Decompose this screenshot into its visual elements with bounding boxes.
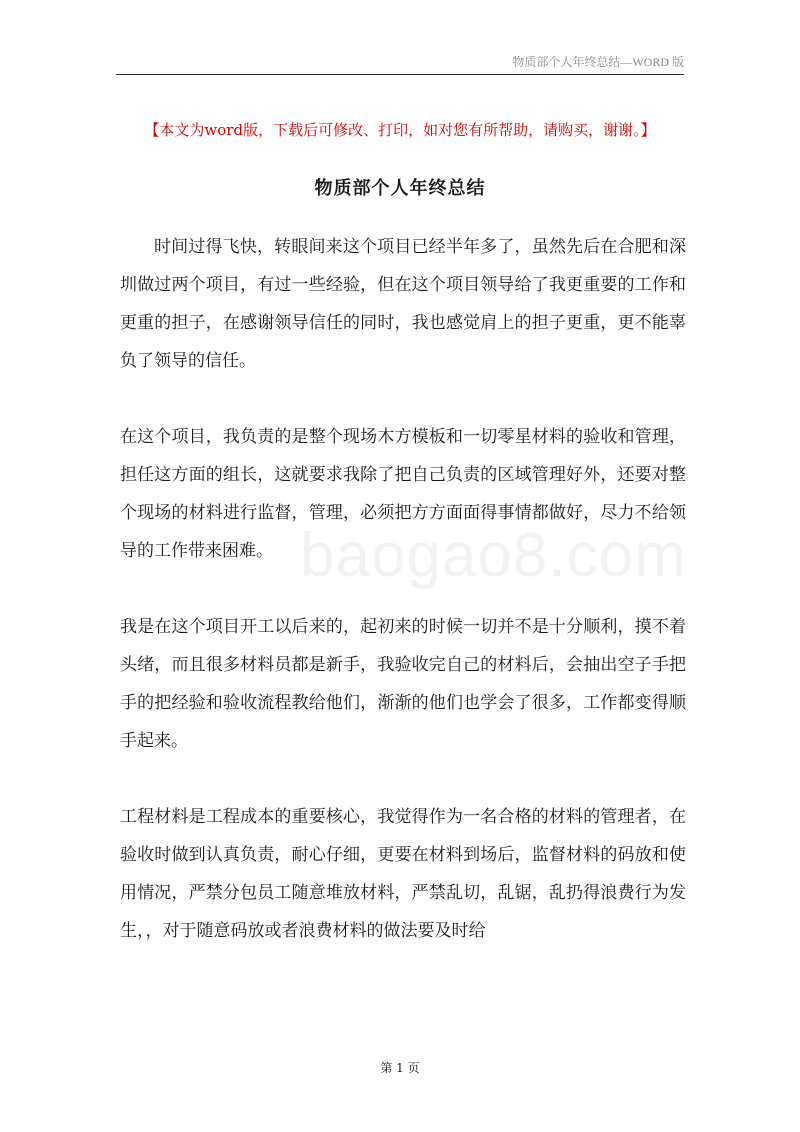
paragraph: 我是在这个项目开工以后来的，起初来的时候一切并不是十分顺利，摸不着头绪，而且很多材料员都是新手，我验收完自己的材料后，会抽出空子手把手的把经验和验收流程教给他们，渐渐的他们也学会了很多，工作都变得顺手起来。: [120, 617, 686, 751]
paragraph: 在这个项目，我负责的是整个现场木方模板和一切零星材料的验收和管理，担任这方面的组长，这就要求我除了把自己负责的区域管理好外，还要对整个现场的材料进行监督，管理，必须把方方面面得事情都做好，尽力不给领导的工作带来困难。: [120, 427, 686, 561]
watermark: baogao8.com: [300, 521, 687, 590]
running-header: 物质部个人年终总结—WORD 版: [512, 55, 684, 69]
purchase-notice: 【本文为word版，下载后可修改、打印，如对您有所帮助，请购买，谢谢。】: [144, 121, 656, 139]
paragraph: 时间过得飞快，转眼间来这个项目已经半年多了，虽然先后在合肥和深圳做过两个项目，有过一些经验，但在这个项目领导给了我更重要的工作和更重的担子，在感谢领导信任的同时，我也感觉肩上的担子更重，更不能辜负了领导的信任。: [120, 237, 686, 371]
paragraph: 工程材料是工程成本的重要核心，我觉得作为一名合格的材料的管理者，在验收时做到认真负责，耐心仔细，更要在材料到场后，监督材料的码放和使用情况，严禁分包员工随意堆放材料，严禁乱切，乱锯，乱扔得浪费行为发生，，对于随意码放或者浪费材料的做法要及时给: [120, 807, 686, 941]
page-number: 第 1 页: [380, 1061, 420, 1075]
header-divider: [116, 74, 684, 75]
document-title: 物质部个人年终总结: [314, 178, 486, 199]
document-body: [120, 228, 686, 950]
